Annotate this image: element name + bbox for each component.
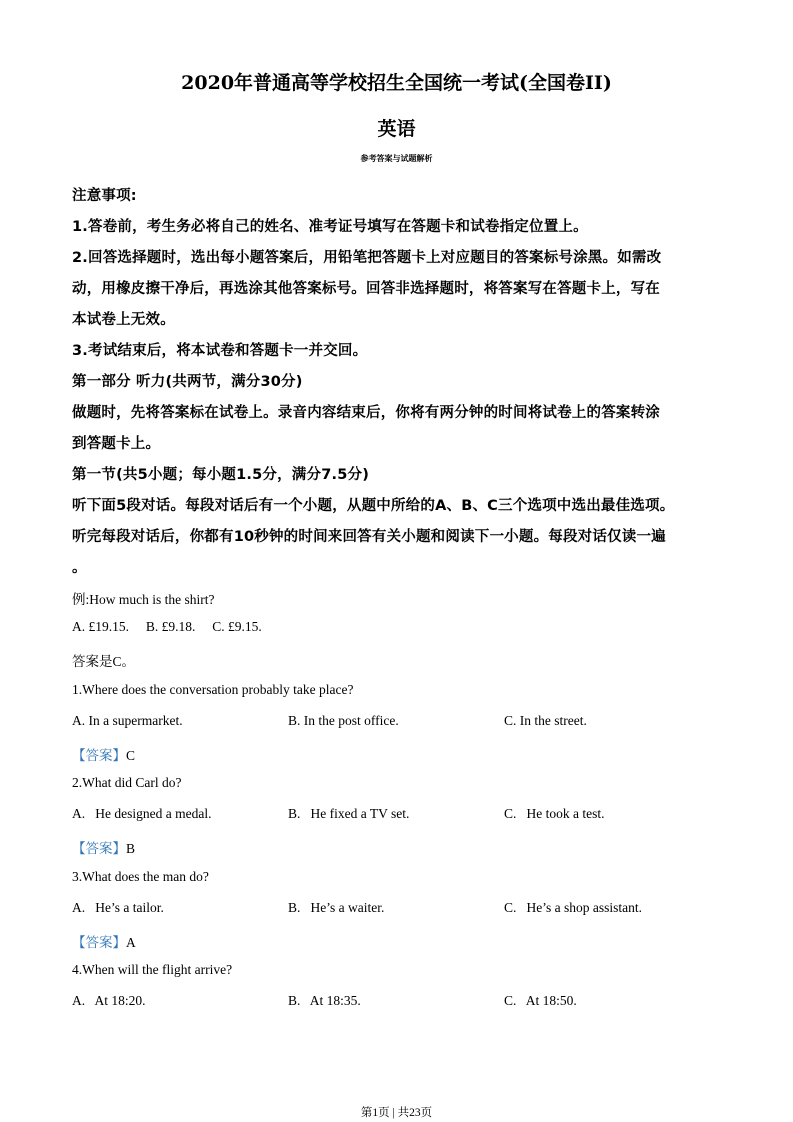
q3-answer [72,931,136,951]
answer-value: A [126,935,136,950]
q2-option-c: C. He took a test. [504,806,605,821]
q1-option-c: C. In the street. [504,713,587,728]
question-1: 1.Where does the conversation probably take place? [72,682,354,697]
part1-instruction-line-2: 到答题卡上。 [72,436,161,452]
question-2: 2.What did Carl do? [72,775,182,790]
q1-option-b: B. In the post office. [288,713,399,728]
exam-title: 2020年普通高等学校招生全国统一考试(全国卷II) [181,72,612,94]
q4-option-b: B. At 18:35. [288,993,361,1008]
subject-title: 英语 [377,118,416,140]
q3-option-a: A. He’s a tailor. [72,900,164,915]
question-3: 3.What does the man do? [72,869,209,884]
note-item-2-line-2: 动，用橡皮擦干净后，再选涂其他答案标号。回答非选择题时，将答案写在答题卡上，写在 [72,281,660,297]
q2-option-b: B. He fixed a TV set. [288,806,410,821]
q4-option-c: C. At 18:50. [504,993,577,1008]
q1-answer [72,744,135,764]
question-4: 4.When will the flight arrive? [72,962,233,977]
answer-value: C [126,748,136,763]
page-footer: 第1页 | 共23页 [360,1107,433,1119]
answer-tag: 【答案】 [72,748,126,763]
q2-option-a: A. He designed a medal. [72,806,212,821]
q4-option-a: A. At 18:20. [72,993,146,1008]
section1-instruction-line-2: 听完每段对话后，你都有10秒钟的时间来回答有关小题和阅读下一小题。每段对话仅读一遍 [72,529,666,545]
answer-value: B [126,841,136,856]
q1-option-a: A. In a supermarket. [72,713,183,728]
note-item-2-line-3: 本试卷上无效。 [72,312,175,328]
q3-option-c: C. He’s a shop assistant. [504,900,642,915]
subtitle: 参考答案与试题解析 [360,153,433,163]
note-item-2-line-1: 2.回答选择题时，选出每小题答案后，用铅笔把答题卡上对应题目的答案标号涂黑。如需改 [72,250,662,266]
answer-tag: 【答案】 [72,841,126,856]
part1-instruction-line-1: 做题时，先将答案标在试卷上。录音内容结束后，你将有两分钟的时间将试卷上的答案转涂 [72,405,660,421]
q3-option-b: B. He’s a waiter. [288,900,385,915]
notes-heading: 注意事项: [72,188,137,204]
part1-heading: 第一部分 听力(共两节，满分30分) [72,374,303,390]
example-options: A. £19.15. B. £9.18. C. £9.15. [72,619,262,634]
section1-instruction-line-3: 。 [72,560,87,576]
section1-heading: 第一节(共5小题；每小题1.5分，满分7.5分) [72,467,370,483]
note-item-3: 3.考试结束后，将本试卷和答题卡一并交回。 [72,343,368,359]
q2-answer [72,837,135,857]
example-answer: 答案是C。 [72,654,136,669]
answer-tag: 【答案】 [72,935,126,950]
note-item-1: 1.答卷前，考生务必将自己的姓名、准考证号填写在答题卡和试卷指定位置上。 [72,219,588,235]
example-question: 例:How much is the shirt? [72,592,215,607]
section1-instruction-line-1: 听下面5段对话。每段对话后有一个小题，从题中所给的A、B、C三个选项中选出最佳选项。 [72,498,675,514]
